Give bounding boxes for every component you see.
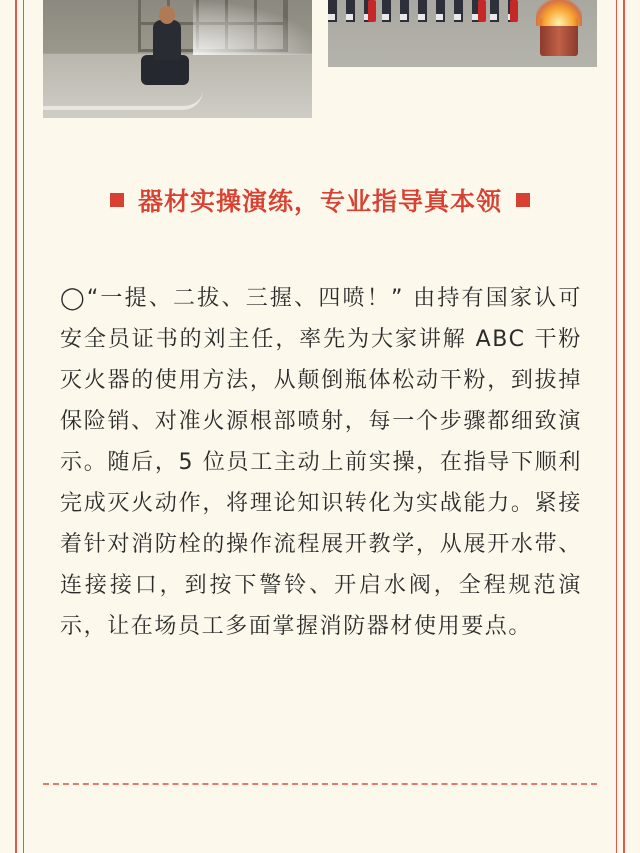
frame-border-left-inner	[23, 0, 24, 853]
photo-extinguisher	[478, 0, 486, 22]
section-title: 器材实操演练，专业指导真本领	[137, 187, 502, 216]
photo-feet-row	[328, 14, 518, 20]
photo-fire-extinguisher-drill	[328, 0, 597, 67]
photo-water-spray	[193, 0, 312, 55]
photo-hose-demonstration	[43, 0, 312, 118]
dashed-divider	[43, 783, 597, 785]
photo-extinguisher	[368, 0, 376, 22]
frame-border-right-outer	[623, 0, 625, 853]
square-bullet-icon	[110, 193, 124, 207]
photo-extinguisher	[510, 0, 518, 22]
photo-hose	[43, 90, 203, 110]
section-heading	[0, 180, 640, 220]
body-paragraph: ◯“一提、二拔、三握、四喷！” 由持有国家认可安全员证书的刘主任，率先为大家讲解 ABC 干粉灭火器的使用方法，从颠倒瓶体松动干粉，到拔掉保险销、对准火源根部喷射，每一个步骤都细致演示。随后，5 位员工主动上前实操，在指导下顺利完成灭火动作，将理论知识转化为实战能力。紧接着针对消防栓的操作流程展开教学，从展开水带、连接接口，到按下警铃、开启水阀，全程规范演示，让在场员工多面掌握消防器材使用要点。	[60, 286, 582, 639]
frame-border-left-outer	[15, 0, 17, 853]
photo-person-body	[153, 20, 181, 60]
frame-border-right-inner	[616, 0, 617, 853]
square-bullet-icon	[516, 193, 530, 207]
photo-fire-flame	[536, 0, 582, 26]
photo-person-head	[159, 6, 175, 24]
